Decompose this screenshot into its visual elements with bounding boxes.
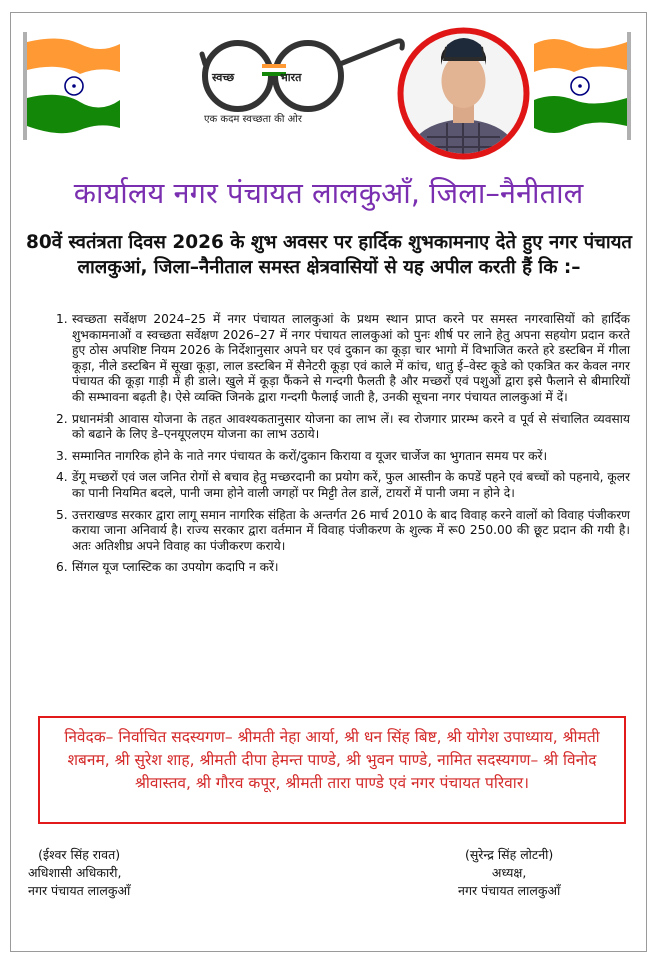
- list-item: [30, 449, 630, 465]
- list-item-number: 1.: [56, 312, 68, 326]
- list-item: [30, 560, 630, 576]
- signatory-name: (ईश्वर सिंह रावत): [38, 847, 121, 862]
- signature-left: [28, 846, 130, 900]
- signatory-name: (सुरेन्द्र सिंह लोटनी): [464, 847, 554, 862]
- appeal-text: निवेदक– निर्वाचित सदस्यगण– श्रीमती नेहा आर्या, श्री धन सिंह बिष्ट, श्री योगेश उपाध्याय, श्रीमती शबनम, श्री सुरेश शाह, श्रीमती दीपा हेमन्त पाण्डे, श्री भुवन पाण्डे, नामित सदस्यगण– श्री विनोद श्रीवास्तव, श्री गौरव कपूर, श्रीमती तारा पाण्डे एवं नगर पंचायत परिवार।: [64, 728, 600, 792]
- india-flag-right: [530, 30, 634, 142]
- signatory-office: नगर पंचायत लालकुआँ: [458, 883, 561, 898]
- list-item: [30, 508, 630, 555]
- list-item-number: 6.: [56, 560, 68, 575]
- india-flag-left: [20, 30, 124, 142]
- signatory-office: नगर पंचायत लालकुआँ: [28, 883, 131, 898]
- list-item: [30, 470, 630, 501]
- list-item-number: 4.: [56, 470, 68, 485]
- list-item-number: 2.: [56, 411, 68, 426]
- list-item-number: 5.: [56, 507, 68, 522]
- list-item-text: डेंगू मच्छरों एवं जल जनित रोगों से बचाव हेतु मच्छरदानी का प्रयोग करें, फुल आस्तीन के कपडें पहने एवं बच्चों को पहनाये, कूलर का पानी नियमित बदले, पानी जमा होने वाली जगहों पर मिट्टी तेल डालें, टायरों में पानी जमा न होने दे।: [72, 470, 630, 500]
- appeal-box: [38, 716, 626, 824]
- logo-word-left: स्वच्छ: [212, 71, 235, 84]
- list-item-text: सम्मानित नागरिक होने के नाते नगर पंचायत के करों/दुकान किराया व यूजर चार्जेज का भुगतान समय पर करें।: [72, 448, 548, 463]
- signatory-designation: अध्यक्ष,: [491, 865, 527, 880]
- chairman-portrait: [397, 27, 530, 160]
- list-item-text: प्रधानमंत्री आवास योजना के तहत आवश्यकतानुसार योजना का लाभ लें। स्व रोजगार प्रारम्भ करने व पूर्व से संचालित व्यवसाय को बढाने के लिए डे–एनयूएलएम योजना का लाभ उठाये।: [72, 411, 630, 442]
- signature-right: [458, 846, 560, 900]
- list-item-text: स्वच्छता सर्वेक्षण 2024–25 में नगर पंचायत लालकुआं के प्रथम स्थान प्राप्त करने पर समस्त नगरवासियों को हार्दिक शुभकामनाओं व स्वच्छता सर्वेक्षण 2026–27 में नगर पंचायत लालकुआं को पुनः शीर्ष पर लाने हेतु अपना सहयोग प्रदान करते हुए ठोस अपशिष्ट नियम 2026 के निर्देशानुसार अपने घर एवं दुकान का कूड़ा चार भागो में विभाजित करते हरे डस्टबिन में गीला कूड़ा, नीले डस्टबिन में सूखा कूड़ा, लाल डस्टबिन में सैनेटरी कूड़ा एवं काले में कांच, धातु ई–वेस्ट कूडे को एकत्रित कर केवल नगर पंचायत की कूड़ा गाड़ी में ही डाले। खुले में कूड़ा फैंकने से गन्दगी फैलती है और मच्छरों एवं पशुओं द्वारा इसे फैलाने से बीमारियों की सम्भावना बढ़ती है। ऐसे व्यक्ति जिनके द्वारा गन्दगी फैलाई जाती है, उनकी सूचना नगर पंचायत लालकुआं में दें।: [72, 312, 630, 404]
- list-item: [30, 412, 630, 443]
- office-title: कार्यालय नगर पंचायत लालकुआँ, जिला–नैनीताल: [73, 176, 584, 210]
- list-item-text: सिंगल यूज प्लास्टिक का उपयोग कदापि न करें।: [72, 560, 279, 575]
- list-item-text: उत्तराखण्ड सरकार द्वारा लागू समान नागरिक संहिता के अन्तर्गत 26 मार्च 2010 के बाद विवाह करने वालों को विवाह पंजीकरण कराया जाना अनिवार्य है। राज्य सरकार द्वारा वर्तमान में विवाह पंजीकरण के शुल्क में रू0 250.00 की छूट प्रदान की गयी है। अतः अतिशीघ्र अपने विवाह का पंजीकरण कराये।: [72, 507, 630, 553]
- signatory-designation: अधिशासी अधिकारी,: [28, 865, 122, 880]
- logo-word-right: भारत: [280, 71, 302, 84]
- intro-heading: 80वें स्वतंत्रता दिवस 2026 के शुभ अवसर पर हार्दिक शुभकामनाए देते हुए नगर पंचायत लालकुआं, जिला–नैनीताल समस्त क्षेत्रवासियों से यह अपील करती हैं कि :–: [26, 232, 632, 278]
- appeal-points-list: [30, 312, 630, 582]
- logo-tagline: एक कदम स्वच्छता की ओर: [204, 114, 302, 125]
- list-item-number: 3.: [56, 448, 68, 463]
- list-item: [30, 312, 630, 406]
